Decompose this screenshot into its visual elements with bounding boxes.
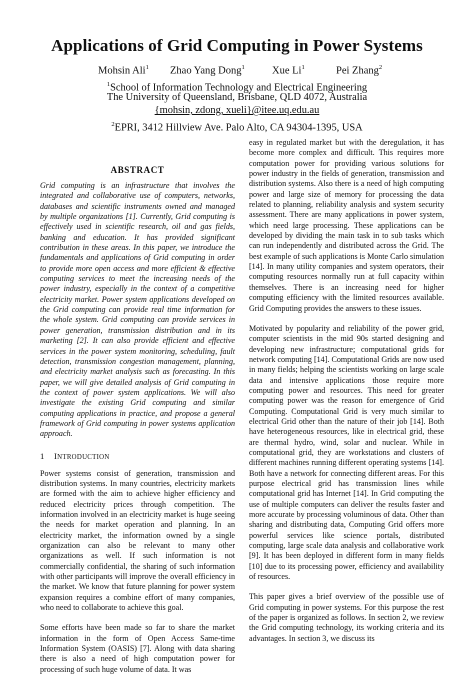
section-heading-introduction: 1 INTRODUCTION <box>40 450 110 461</box>
author-2: Zhao Yang Dong$^1$ <box>170 64 245 77</box>
right-paragraph-1: easy in regulated market but with the deregulation, it has become more complex and difficult. This requires more computation power for providing various solutions for power industry in the fields of generation, transmission and distribution systems. Also there is a need of high computing power and large size of memory for processing the data related to planning, reliability analysis and system security assessment. There are many applications in power system, which need large processing. These applications can be developed by dividing the main task in to sub tasks which can run independently and distributed across the Grid. The best example of such applications is Monte Carlo simulation [14]. In many utility companies and system operators, their computing resources normally run at full capacity within themselves. There is an increasing need for higher computing efficiency with the limited resources available. Grid Computing provides the answers to these issues. <box>249 138 444 313</box>
author-list <box>40 64 434 80</box>
left-column <box>40 157 235 674</box>
author-1: Mohsin Ali$^1$ <box>98 64 149 77</box>
author-email-link[interactable]: {mohsin, zdong, xueli}@itee.uq.edu.au <box>154 105 320 116</box>
intro-paragraph-2: Some efforts have been made so far to share the market information in the form of Open Access Same-time Information System (OASIS) [7]. Along with data sharing there is also a need of high computation power for processing of such huge volume of data. It was <box>40 623 235 674</box>
affiliation-1-email-line <box>40 105 434 117</box>
abstract-heading: ABSTRACT <box>110 165 165 175</box>
affiliation-1-line-1: $^1$School of Information Technology and Electrical Engineering <box>106 81 368 94</box>
abstract-text: Grid computing is an infrastructure that involves the integrated and collaborative use of computers, networks, databases and scientific instruments owned and managed by multiple organizations [1]. Currently, Grid computing is effectively used in scientific research, oil and gas fields, banking and education. It has provided significant contribution in these areas. In this paper, we introduce the fundamentals and applications of Grid computing in order to provide more open access and more efficient & effective computing services to meet the increasing needs of the power industry, especially in the context of a competitive electricity market. Power system applications developed on the Grid computing can provide real time information for the whole system. Grid computing can provide services in power generation, transmission distribution and in its marketing [2]. It can also provide efficient and effective services in the power system monitoring, scheduling, fault detection, transmission congestion management, planning, and electricity market analysis such as forecasting. In this paper, we will give detailed analysis of Grid computing in the context of power system applications. We will also investigate the existing Grid computing and similar computing applications in practice, and propose a general framework of Grid computing in power systems application approach. <box>40 181 235 439</box>
intro-paragraph-1: Power systems consist of generation, transmission and distribution systems. In many countries, electricity markets are formed with the aim to achieve higher efficiency and reduced electricity prices through competition. The information involved in an electricity market is huge seeing the needs for market operation and planning. In an electricity market, the information owned by a single organization can also be relevant to many other organizations as well. If such information is not commercially confidential, the sharing of such information with other participants will improve the overall efficiency in the market. We know that future planning for power system expansion requires a combine effort of many companies, who need to collaborate to achieve this goal. <box>40 468 235 613</box>
right-paragraph-2: Motivated by popularity and reliability of the power grid, computer scientists in the mid 90s started designing and developing new infrastructure; computational grids for network computing [14]. Computational Grids are now used in many fields; helping the scientists working on large scale data and intensive applications those require more computing power and resources. This need for greater computing power was the reason for emergence of Grid Computing. Computational Grid is very much similar to electrical Grid other than the nature of their job [14]. Both have heterogeneous resources, like in electrical grid, these are thermal hydro, wind, solar and nuclear. While in computational grid, they are workstations and clusters of different machines running different operating systems [14]. Both have a network for connecting different areas. For this purpose electrical grid has transmission lines while computational grid has Internet [14]. In Grid computing the use of multiple computers can deliver the results faster and more accurate by processing voluminous of data. Other than sharing and distributing data, Computing Grid offers more powerful services like science portals, distributed computing, large scale data analysis and collaborative work [9]. It has been deployed in different form in many fields [10] due to its processing power, efficiency and availability of resources. <box>249 323 444 582</box>
affiliation-2: $^2$EPRI, 3412 Hillview Ave. Palo Alto, CA 94304-1395, USA <box>111 121 363 134</box>
right-column <box>249 138 444 658</box>
paper-title: Applications of Grid Computing in Power Systems <box>51 36 423 55</box>
author-4: Pei Zhang$^2$ <box>336 64 383 77</box>
right-paragraph-3: This paper gives a brief overview of the possible use of Grid computing in power systems. For this purpose the rest of the paper is organized as follows. In section 2, we review the Grid computing technology, its working criteria and its advantages. In section 3, we discuss its <box>249 592 444 643</box>
affiliation-1-line-2: The University of Queensland, Brisbane, QLD 4072, Australia <box>106 92 368 103</box>
author-3: Xue Li$^1$ <box>272 64 305 77</box>
